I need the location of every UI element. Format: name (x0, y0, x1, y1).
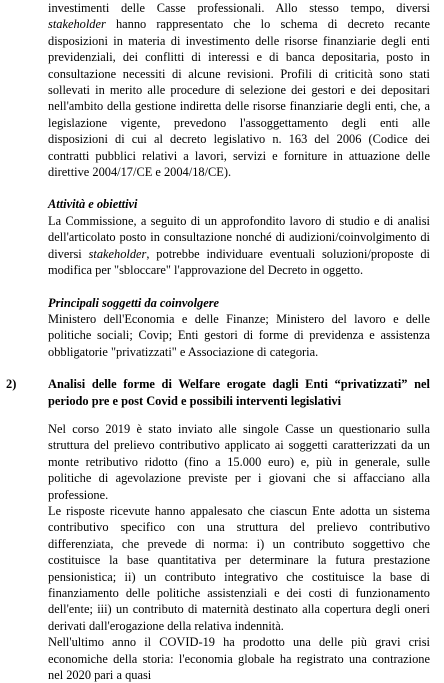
paragraph-investimenti: investimenti delle Casse professionali. Allo stesso tempo, diversi stakeholder hanno rappresentato che lo schema di decreto recante disposizioni in materia di investimento delle risorse finanziarie degli enti previdenziali, dei conflitti di interessi e di banca depositaria, posto in consultazione necessiti di alcune revisioni. Profili di criticità sono stati sollevati in merito alle procedure di selezione dei gestori e dei depositari nell'ambito della gestione indiretta delle risorse finanziarie degli enti, che, a legislazione vigente, prevedono l'assoggettamento degli enti alle disposizioni di cui al decreto legislativo n. 163 del 2006 (Codice dei contratti pubblici relativi a lavori, servizi e forniture in attuazione delle direttive 2004/17/CE e 2004/18/CE). (48, 1, 430, 180)
section-heading-welfare (6, 376, 430, 409)
section-number: 2) (6, 377, 17, 392)
stakeholder-term: stakeholder (88, 246, 147, 261)
paragraph-covid: Nell'ultimo anno il COVID-19 ha prodotto una delle più gravi crisi economiche della storia: l'economia globale ha registrato una contrazione nel 2020 pari a quasi (48, 635, 430, 683)
heading-attivita: Attività e obiettivi (48, 197, 138, 212)
document-body (6, 0, 430, 683)
paragraph-soggetti: Ministero dell'Economia e delle Finanze; Ministero del lavoro e delle politiche sociali; Covip; Enti gestori di forme di previdenza e assistenza obbligatorie "privatizzati" e Associazione di categoria. (48, 311, 430, 359)
paragraph-questionario: Nel corso 2019 è stato inviato alle singole Casse un questionario sulla struttura del prelievo contributivo applicato ai soggetti caratterizzati da un monte retributivo ridotto (fino a 15.000 euro) e, più in generale, sulle politiche di agevolazione previste per i giovani che si affacciano alla professione. (48, 421, 430, 502)
paragraph-risposte: Le risposte ricevute hanno appalesato che ciascun Ente adotta un sistema contributivo specifico con una struttura del prelievo contributivo differenziata, che prevede di norma: i) un contributo soggettivo che costituisce la base quantitativa per determinare la futura prestazione pensionistica; ii) un contributo integrativo che costituisce la base di finanziamento delle politiche assistenziali e dei costi di funzionamento dell'ente; iii) un contributo di maternità destinato alla copertura degli oneri derivati dall'erogazione della relativa indennità. (48, 503, 430, 633)
heading-soggetti: Principali soggetti da coinvolgere (48, 295, 220, 310)
paragraph-attivita: La Commissione, a seguito di un approfondito lavoro di studio e di analisi dell'articolato posto in consultazione nonché di audizioni/coinvolgimento di diversi stakeholder, potrebbe individuare eventuali soluzioni/proposte di modifica per "sbloccare" l'approvazione del Decreto in oggetto. (48, 213, 430, 278)
section-title: Analisi delle forme di Welfare erogate dagli Enti “privatizzati” nel periodo pre e post Covid e possibili interventi legislativi (48, 377, 430, 408)
stakeholder-term: stakeholder (48, 17, 106, 32)
